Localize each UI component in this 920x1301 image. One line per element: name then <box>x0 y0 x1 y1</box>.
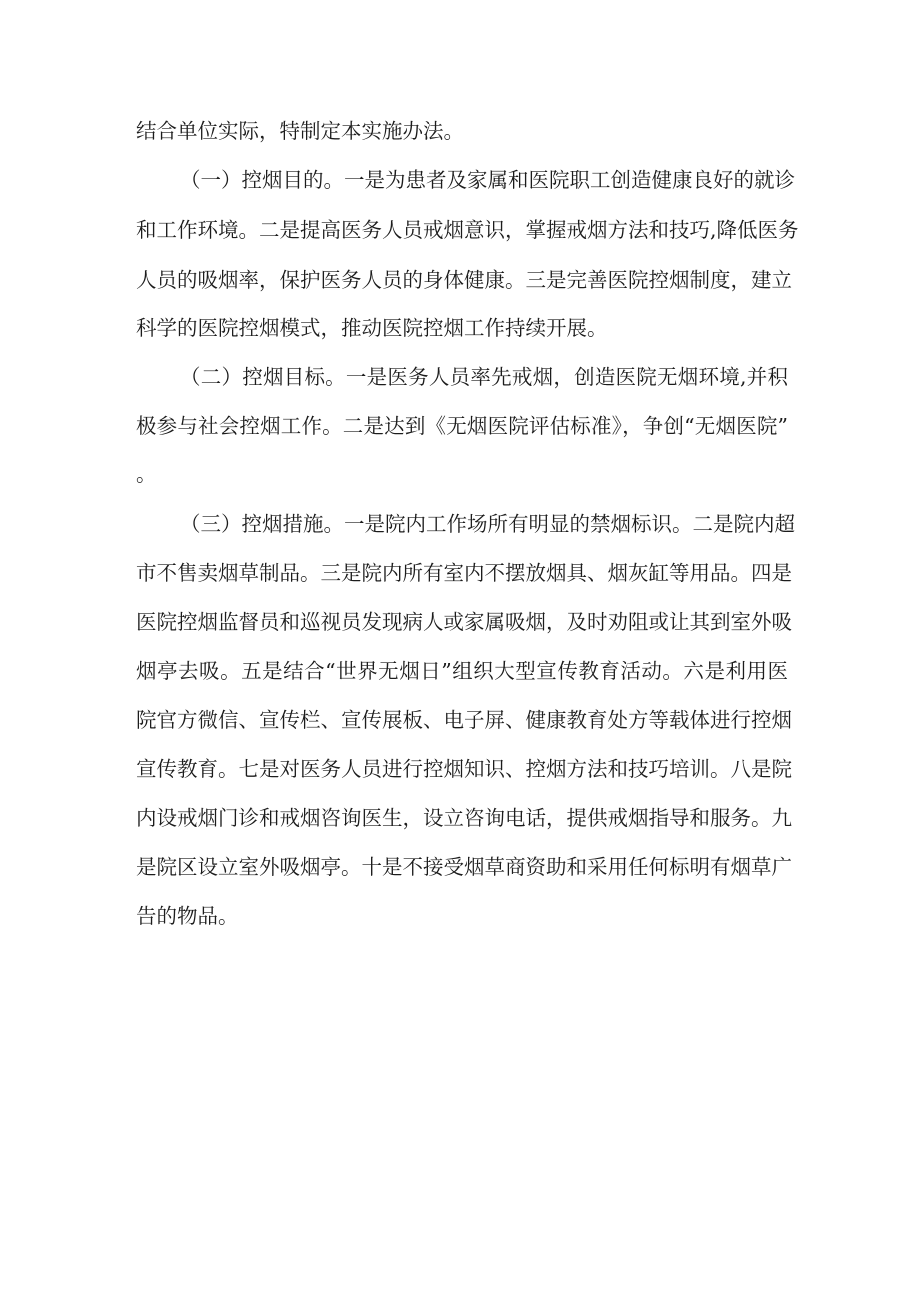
paragraph-goal-line: 。 <box>136 462 157 486</box>
paragraph-goal-line: （二）控烟目标。一是医务人员率先戒烟，创造医院无烟环境,并积 <box>180 365 788 389</box>
paragraph-intro-line: 结合单位实际，特制定本实施办法。 <box>136 119 464 143</box>
paragraph-measures-line: 是院区设立室外吸烟亭。十是不接受烟草商资助和采用任何标明有烟草广 <box>136 855 792 879</box>
paragraph-goal-line: 极参与社会控烟工作。二是达到《无烟医院评估标准》，争创“无烟医院” <box>136 414 788 438</box>
paragraph-measures-line: 院官方微信、宣传栏、宣传展板、电子屏、健康教育处方等载体进行控烟 <box>136 708 792 732</box>
paragraph-measures-line: 告的物品。 <box>136 904 239 928</box>
paragraph-purpose-line: 科学的医院控烟模式，推动医院控烟工作持续开展。 <box>136 316 608 340</box>
paragraph-purpose-line: （一）控烟目的。一是为患者及家属和医院职工创造健康良好的就诊 <box>180 168 795 192</box>
paragraph-purpose-line: 和工作环境。二是提高医务人员戒烟意识，掌握戒烟方法和技巧,降低医务 <box>136 218 799 242</box>
paragraph-measures-line: 宣传教育。七是对医务人员进行控烟知识、控烟方法和技巧培训。八是院 <box>136 757 792 781</box>
paragraph-purpose-line: 人员的吸烟率，保护医务人员的身体健康。三是完善医院控烟制度，建立 <box>136 268 792 292</box>
paragraph-measures-line: （三）控烟措施。一是院内工作场所有明显的禁烟标识。二是院内超 <box>180 512 795 536</box>
paragraph-measures-line: 市不售卖烟草制品。三是院内所有室内不摆放烟具、烟灰缸等用品。四是 <box>136 561 792 585</box>
paragraph-measures-line: 烟亭去吸。五是结合“世界无烟日”组织大型宣传教育活动。六是利用医 <box>136 659 788 683</box>
paragraph-measures-line: 医院控烟监督员和巡视员发现病人或家属吸烟，及时劝阻或让其到室外吸 <box>136 610 792 634</box>
paragraph-measures-line: 内设戒烟门诊和戒烟咨询医生，设立咨询电话，提供戒烟指导和服务。九 <box>136 806 792 830</box>
